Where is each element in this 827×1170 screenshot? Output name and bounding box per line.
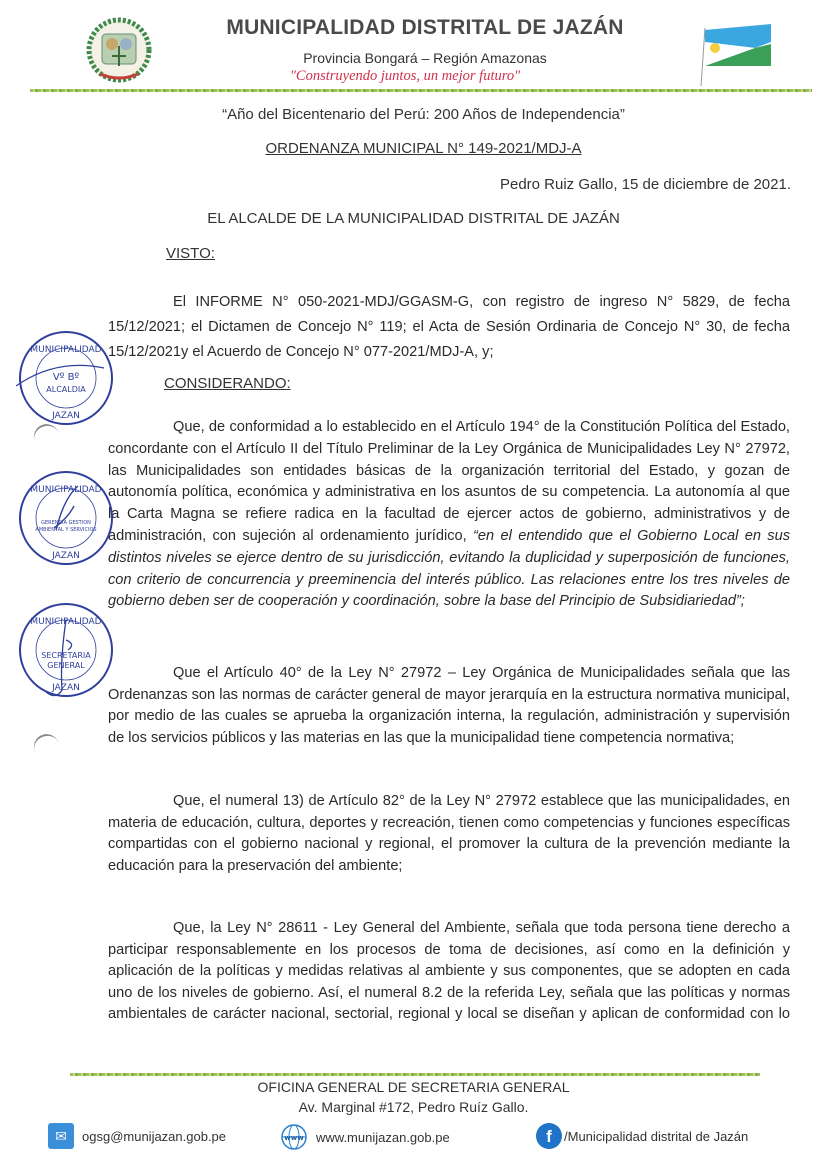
visto-heading: VISTO: (166, 245, 215, 262)
stamp-alcaldia (16, 328, 116, 433)
footer-facebook[interactable] (536, 1123, 748, 1149)
paragraph-quote: “en el entendido que el Gobierno Local en sus distintos niveles se ejerce dentro de su jurisdicción, evitando la duplicidad y superposición de funciones, con criterio de concurrencia y preeminencia del interés público. Las relaciones entre los tres niveles de gobierno deben ser de cooperación y coordinación, sobre la base del Principio de Subsidiariedad”; (108, 527, 791, 610)
ordinance-title: ORDENANZA MUNICIPAL N° 149-2021/MDJ-A (265, 140, 582, 157)
considerando-paragraph-1 (108, 417, 790, 613)
facebook-text[interactable]: /Municipalidad distrital de Jazán (564, 1128, 749, 1144)
website-text[interactable]: www.munijazan.gob.pe (316, 1129, 450, 1145)
year-name: “Año del Bicentenario del Perú: 200 Años de Independencia” (222, 106, 625, 123)
visto-paragraph: El INFORME N° 050-2021-MDJ/GGASM-G, con registro de ingreso N° 5829, de fecha 15/12/2021; el Dictamen de Concejo N° 119; el Acta de Sesión Ordinaria de Concejo N° 30, de fecha 15/12/2021y el Acuerdo de Concejo N° 077-2021/MDJ-A, y; (108, 294, 790, 360)
svg-text:GENERAL: GENERAL (47, 661, 85, 670)
email-text[interactable]: ogsg@munijazan.gob.pe (82, 1128, 227, 1144)
considerando-paragraph-4: Que, la Ley N° 28611 - Ley General del Ambiente, señala que toda persona tiene derecho a participar responsablemente en los procesos de toma de decisiones, así como en la definición y aplicación de la políticas y medidas relativas al ambiente y sus componentes, que se adopten en cada uno de los niveles de gobierno. Así, el numeral 8.2 de la referida Ley, señala que las políticas y normas ambientales de carácter nacional, sectorial, regional y local se diseñan y aplican de conformidad con lo (108, 920, 790, 1023)
svg-text:AMBIENTAL Y SERVICIOS: AMBIENTAL Y SERVICIOS (35, 527, 97, 533)
footer-office: OFICINA GENERAL DE SECRETARIA GENERAL (257, 1079, 570, 1095)
stamp-secretaria-general (16, 600, 116, 705)
place-date: Pedro Ruiz Gallo, 15 de diciembre de 2021. (499, 176, 791, 193)
header-divider (30, 89, 812, 92)
province-subtitle: Provincia Bongará – Región Amazonas (303, 50, 547, 66)
svg-text:SECRETARIA: SECRETARIA (41, 651, 91, 660)
paragraph-text: Que, de conformidad a lo establecido en el Artículo 194° de la Constitución Política del Estado, concordante con el Artículo II del Título Preliminar de la Ley Orgánica de Municipalidades Ley N° 27972, las Municipalidades son entidades básicas de la organización territorial del Estado, y gozan de autonomía política, económica y administrativa en los asuntos de su competencia. La autonomía al que la Carta Magna se refiere radica en la facultad de ejercer actos de gobierno, administrativos y de administración, con sujeción al ordenamiento jurídico, (108, 419, 790, 544)
svg-text:ALCALDIA: ALCALDIA (46, 385, 86, 394)
globe-icon (280, 1123, 308, 1151)
stamp-seal-icon (16, 600, 116, 700)
svg-text:MUNICIPALIDAD: MUNICIPALIDAD (30, 345, 102, 355)
svg-text:JAZAN: JAZAN (52, 411, 80, 421)
svg-text:JAZAN: JAZAN (52, 683, 80, 693)
considerando-paragraph-3: Que, el numeral 13) de Artículo 82° de la Ley N° 27972 establece que las municipalidades, en materia de educación, cultura, deportes y recreación, tienen como competencias y funciones específicas compartidas con el gobierno nacional y regional, el promover la cultura de la prevención mediante la educación para la preservación del ambiente; (108, 793, 790, 874)
footer-divider (70, 1073, 760, 1076)
email-icon: ✉ (48, 1123, 74, 1149)
svg-text:MUNICIPALIDAD: MUNICIPALIDAD (30, 485, 102, 495)
punch-hole-mark (30, 730, 64, 765)
motto: "Construyendo juntos, un mejor futuro" (289, 68, 521, 84)
footer-address: Av. Marginal #172, Pedro Ruíz Gallo. (298, 1099, 529, 1115)
footer-website[interactable] (280, 1123, 450, 1151)
stamp-seal-icon (16, 468, 116, 568)
considerando-paragraph-2: Que el Artículo 40° de la Ley N° 27972 – Ley Orgánica de Municipalidades señala que las Ordenanzas son las normas de carácter general de mayor jerarquía en la estructura normativa municipal, por medio de las cuales se aprueba la organización interna, la regulación, administración y supervisión de los servicios públicos y las materias en las que la municipalidad tiene competencia normativa; (108, 665, 790, 746)
footer-email[interactable] (48, 1123, 226, 1149)
municipality-title: MUNICIPALIDAD DISTRITAL DE JAZÁN (226, 16, 624, 39)
svg-text:GERENCIA GESTION: GERENCIA GESTION (41, 520, 91, 526)
issuer: EL ALCALDE DE LA MUNICIPALIDAD DISTRITAL DE JAZÁN (207, 210, 620, 227)
svg-text:Vº Bº: Vº Bº (52, 372, 80, 383)
facebook-icon: f (536, 1123, 562, 1149)
svg-text:www: www (284, 1134, 304, 1142)
svg-text:MUNICIPALIDAD: MUNICIPALIDAD (30, 617, 102, 627)
district-flag (695, 22, 775, 88)
stamp-seal-icon (16, 328, 116, 428)
svg-text:JAZAN: JAZAN (52, 551, 80, 561)
considerando-heading: CONSIDERANDO: (164, 375, 291, 392)
stamp-gerencia-ambiental (16, 468, 116, 573)
